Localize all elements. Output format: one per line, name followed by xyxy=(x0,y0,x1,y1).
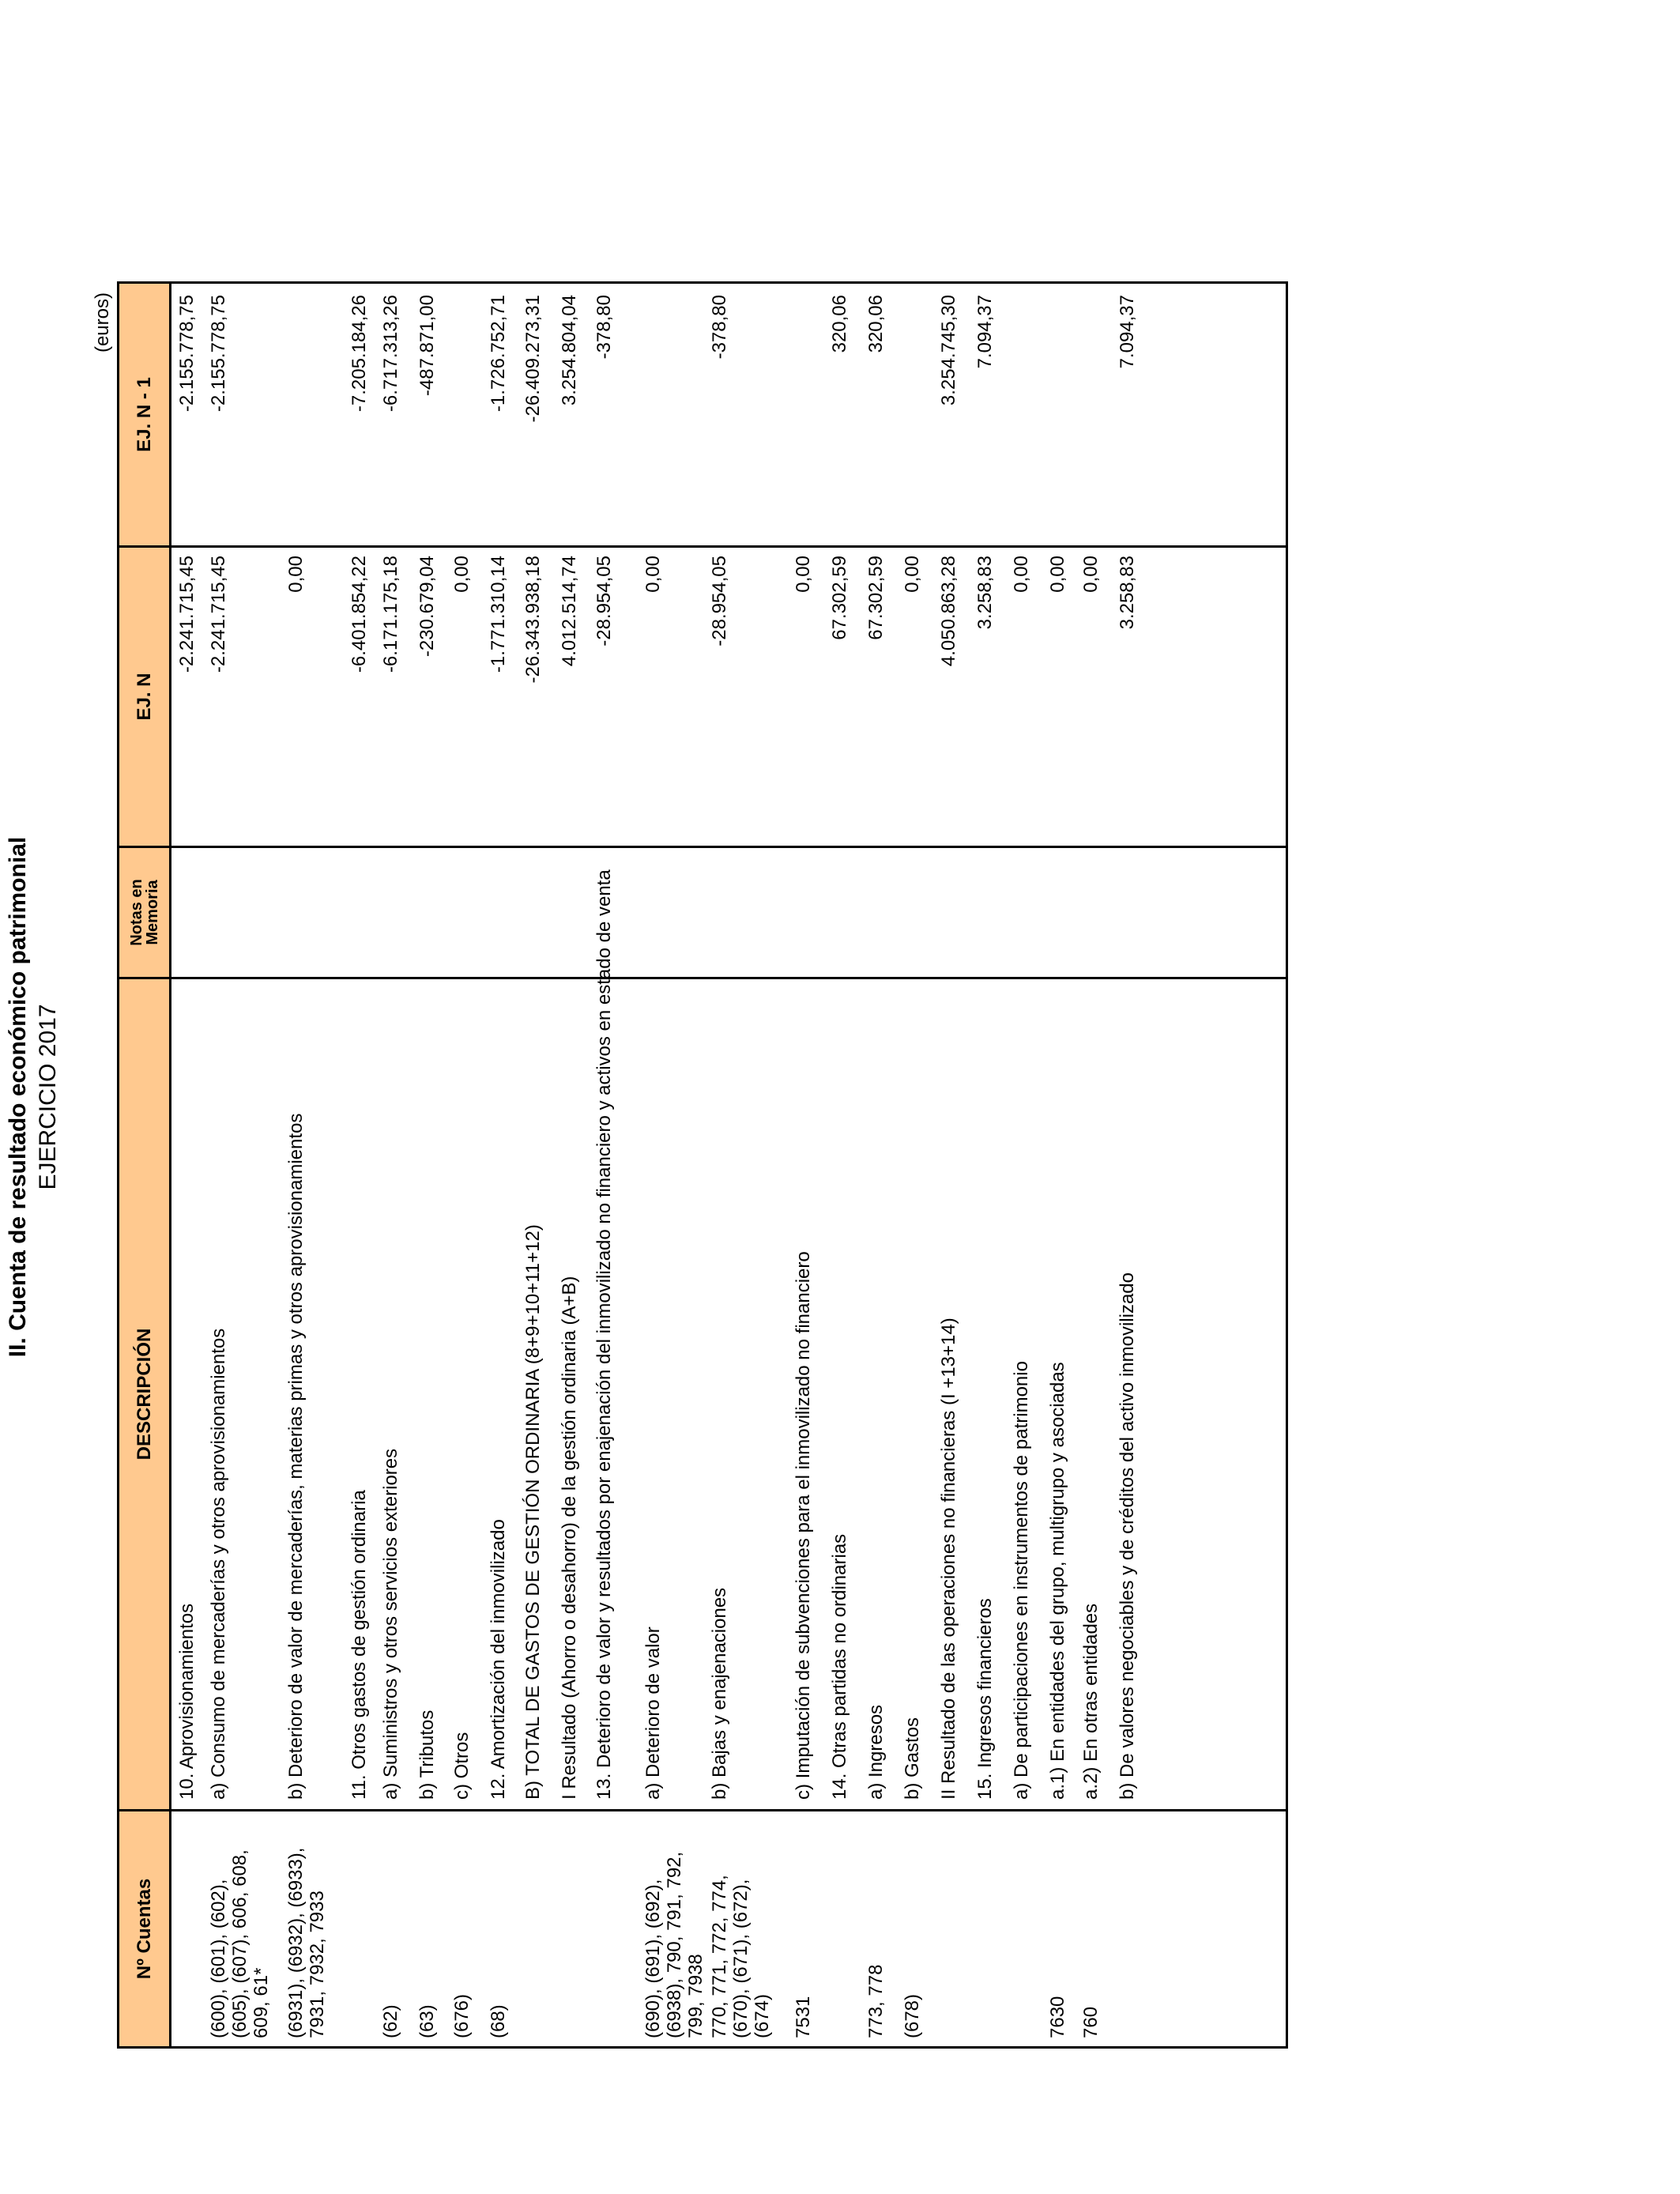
column-divider xyxy=(119,1809,1286,1811)
row-cuentas: (68) xyxy=(488,2004,509,2038)
column-divider xyxy=(119,545,1286,548)
row-ej-n: -230.679,04 xyxy=(416,556,438,658)
row-descripcion: a) Ingresos xyxy=(865,1704,887,1800)
row-descripcion: II Resultado de las operaciones no financieras (I +13+14) xyxy=(938,1318,959,1800)
units-label: (euros) xyxy=(92,292,113,353)
header-descripcion: DESCRIPCIÓN xyxy=(133,1328,155,1461)
row-ej-n1: -7.205.184,26 xyxy=(348,295,370,413)
row-descripcion: b) Tributos xyxy=(416,1710,438,1800)
row-ej-n: 0,00 xyxy=(642,556,664,593)
row-ej-n1: -378,80 xyxy=(593,295,615,360)
header-notas: Notas en Memoria xyxy=(127,879,161,946)
row-ej-n1: 3.254.804,04 xyxy=(559,295,580,406)
row-ej-n: -28.954,05 xyxy=(593,556,615,647)
row-ej-n1: 7.094,37 xyxy=(1117,295,1138,369)
row-ej-n1: -2.155.778,75 xyxy=(208,295,229,413)
row-descripcion: 12. Amortización del inmovilizado xyxy=(488,1519,509,1800)
row-ej-n: -2.241.715,45 xyxy=(208,556,229,673)
row-descripcion: 11. Otros gastos de gestión ordinaria xyxy=(348,1490,370,1800)
row-descripcion: B) TOTAL DE GASTOS DE GESTIÓN ORDINARIA (8+9+10+11+12) xyxy=(522,1224,544,1800)
row-ej-n: -6.171.175,18 xyxy=(380,556,401,673)
row-ej-n1: 320,06 xyxy=(865,295,887,353)
row-descripcion: 14. Otras partidas no ordinarias xyxy=(829,1533,850,1800)
row-cuentas: (62) xyxy=(380,2004,401,2038)
row-cuentas: (600), (601), (602), (605), (607), 606, 608, 609, 61* xyxy=(208,1849,272,2038)
row-ej-n: 3.258,83 xyxy=(1117,556,1138,630)
row-ej-n: 0,00 xyxy=(1047,556,1068,593)
row-cuentas: (676) xyxy=(451,1993,473,2038)
row-cuentas: 773, 778 xyxy=(865,1964,887,2038)
document-subtitle: EJERCICIO 2017 xyxy=(35,1004,61,1190)
row-cuentas: 7630 xyxy=(1047,1996,1068,2038)
row-ej-n: 0,00 xyxy=(285,556,307,593)
row-ej-n: -6.401.854,22 xyxy=(348,556,370,673)
row-ej-n1: -378,80 xyxy=(709,295,730,360)
row-ej-n: -28.954,05 xyxy=(709,556,730,647)
row-descripcion: b) Bajas y enajenaciones xyxy=(709,1587,730,1800)
row-ej-n: 0,00 xyxy=(451,556,473,593)
row-descripcion: a.2) En otras entidades xyxy=(1080,1603,1102,1800)
row-cuentas: (6931), (6932), (6933), 7931, 7932, 7933 xyxy=(285,1847,328,2038)
row-ej-n: -26.343.938,18 xyxy=(522,556,544,684)
row-ej-n: 0,00 xyxy=(793,556,814,593)
row-descripcion: a) Consumo de mercaderías y otros aprovisionamientos xyxy=(208,1328,229,1800)
row-ej-n1: -487.871,00 xyxy=(416,295,438,397)
row-ej-n: 4.050.863,28 xyxy=(938,556,959,667)
row-cuentas: 760 xyxy=(1080,2006,1102,2038)
row-descripcion: c) Imputación de subvenciones para el inmovilizado no financiero xyxy=(793,1251,814,1800)
header-ej-n: EJ. N xyxy=(133,673,155,721)
row-descripcion: a) Deterioro de valor xyxy=(642,1627,664,1800)
row-descripcion: b) Deterioro de valor de mercaderías, materias primas y otros aprovisionamientos xyxy=(285,1113,307,1800)
row-descripcion: a) De participaciones en instrumentos de patrimonio xyxy=(1011,1361,1032,1800)
row-cuentas: (690), (691), (692), (6938), 790, 791, 792, 799, 7938 xyxy=(642,1851,706,2038)
row-ej-n: 0,00 xyxy=(1011,556,1032,593)
row-ej-n1: -26.409.273,31 xyxy=(522,295,544,423)
row-descripcion: 15. Ingresos financieros xyxy=(974,1598,996,1800)
row-ej-n1: 320,06 xyxy=(829,295,850,353)
header-cuentas: Nº Cuentas xyxy=(133,1878,155,1980)
row-ej-n: -2.241.715,45 xyxy=(176,556,198,673)
row-descripcion: I Resultado (Ahorro o desahorro) de la gestión ordinaria (A+B) xyxy=(559,1276,580,1800)
row-descripcion: b) De valores negociables y de créditos del activo inmovilizado xyxy=(1117,1272,1138,1800)
row-ej-n: 67.302,59 xyxy=(829,556,850,640)
row-ej-n1: -6.717.313,26 xyxy=(380,295,401,413)
row-ej-n: 0,00 xyxy=(1080,556,1102,593)
row-descripcion: a.1) En entidades del grupo, multigrupo y asociadas xyxy=(1047,1362,1068,1800)
row-cuentas: 7531 xyxy=(793,1996,814,2038)
row-ej-n1: 7.094,37 xyxy=(974,295,996,369)
row-cuentas: (63) xyxy=(416,2004,438,2038)
row-ej-n1: 3.254.745,30 xyxy=(938,295,959,406)
row-ej-n1: -1.726.752,71 xyxy=(488,295,509,413)
income-statement-table xyxy=(117,281,1288,2049)
row-cuentas: 770, 771, 772, 774, (670), (671), (672), (674) xyxy=(709,1875,773,2038)
row-ej-n1: -2.155.778,75 xyxy=(176,295,198,413)
row-ej-n: 3.258,83 xyxy=(974,556,996,630)
row-descripcion: b) Gastos xyxy=(902,1717,923,1800)
table-header-row xyxy=(119,284,171,2046)
row-descripcion: c) Otros xyxy=(451,1732,473,1800)
row-descripcion: 13. Deterioro de valor y resultados por enajenación del inmovilizado no financiero y activos en estado de venta xyxy=(593,869,615,1800)
row-cuentas: (678) xyxy=(902,1993,923,2038)
row-ej-n: -1.771.310,14 xyxy=(488,556,509,673)
document-title: II. Cuenta de resultado económico patrimonial xyxy=(5,836,31,1358)
row-ej-n: 67.302,59 xyxy=(865,556,887,640)
row-descripcion: 10. Aprovisionamientos xyxy=(176,1603,198,1800)
row-ej-n: 0,00 xyxy=(902,556,923,593)
header-ej-n1: EJ. N - 1 xyxy=(133,377,155,452)
row-ej-n: 4.012.514,74 xyxy=(559,556,580,667)
row-descripcion: a) Suministros y otros servicios exteriores xyxy=(380,1448,401,1800)
